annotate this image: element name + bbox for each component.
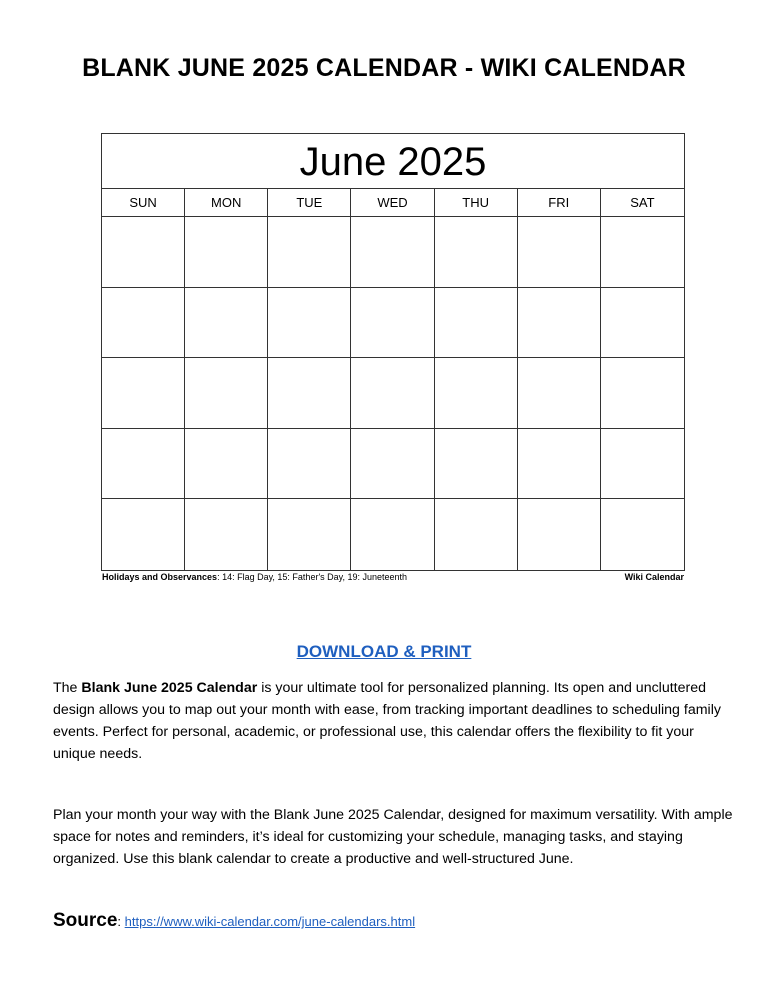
second-paragraph: Plan your month your way with the Blank June 2025 Calendar, designed for maximum versatility. With ample space for notes and reminders, it’s ideal for customizing your schedule, managing tasks, and staying organized. Use this blank calendar to create a productive and well-structured June.	[53, 807, 733, 867]
source-label: Source	[53, 910, 118, 931]
day-cell	[435, 288, 518, 359]
day-cell	[185, 499, 268, 570]
day-cell	[518, 288, 601, 359]
weekday-tue: TUE	[268, 189, 351, 216]
day-cell	[268, 429, 351, 500]
weekday-sat: SAT	[630, 195, 655, 210]
day-cell	[435, 217, 518, 288]
intro-paragraph	[53, 677, 733, 765]
day-cell	[435, 499, 518, 570]
holidays-note	[102, 572, 407, 582]
calendar-image	[101, 133, 685, 571]
day-cell	[185, 429, 268, 500]
day-cell	[102, 499, 185, 570]
weekday-header-row	[102, 189, 684, 217]
day-cell	[351, 429, 434, 500]
weekday-fri: FRI	[518, 189, 601, 216]
day-cell	[102, 358, 185, 429]
day-cell	[351, 358, 434, 429]
day-cell	[518, 358, 601, 429]
day-cell	[601, 288, 684, 359]
day-cell	[351, 217, 434, 288]
day-cell	[102, 288, 185, 359]
intro-bold: Blank June 2025 Calendar	[81, 680, 258, 696]
intro-rest: is your ultimate tool for personalized planning. Its open and uncluttered design allows you to map out your month with ease, from tracking important deadlines to scheduling family events. Perfect for personal, academic, or professional use, this calendar offers the flexibility to fit your unique needs.	[53, 680, 721, 762]
calendar-brand: Wiki Calendar	[624, 572, 684, 582]
day-cell	[601, 499, 684, 570]
page-title: BLANK JUNE 2025 CALENDAR - WIKI CALENDAR	[82, 54, 686, 82]
day-cell	[268, 217, 351, 288]
calendar-month-label: June 2025	[102, 134, 684, 189]
day-cell	[435, 358, 518, 429]
weekday-wed: WED	[351, 189, 434, 216]
holidays-text: : 14: Flag Day, 15: Father's Day, 19: Juneteenth	[217, 572, 408, 582]
day-cell	[435, 429, 518, 500]
day-cell	[518, 429, 601, 500]
source-separator: :	[117, 914, 125, 929]
weekday-thu: THU	[435, 189, 518, 216]
source-line	[53, 910, 415, 932]
day-cell	[268, 358, 351, 429]
day-cell	[518, 499, 601, 570]
day-cell	[601, 358, 684, 429]
day-cell	[601, 217, 684, 288]
download-print-link[interactable]: DOWNLOAD & PRINT	[296, 642, 472, 661]
day-cell	[102, 429, 185, 500]
day-cell	[185, 358, 268, 429]
source-url-link[interactable]: https://www.wiki-calendar.com/june-calendars.html	[124, 914, 416, 929]
day-cell	[351, 499, 434, 570]
day-cell	[518, 217, 601, 288]
weekday-sun: SUN	[102, 189, 185, 216]
day-cell	[185, 288, 268, 359]
calendar-footer	[102, 572, 684, 582]
day-cell	[268, 288, 351, 359]
intro-prefix: The	[53, 680, 82, 696]
day-cell	[601, 429, 684, 500]
holidays-label: Holidays and Observances	[102, 572, 218, 582]
day-cell	[102, 217, 185, 288]
calendar-day-grid	[102, 217, 684, 570]
day-cell	[185, 217, 268, 288]
day-cell	[268, 499, 351, 570]
day-cell	[351, 288, 434, 359]
weekday-mon: MON	[185, 189, 268, 216]
